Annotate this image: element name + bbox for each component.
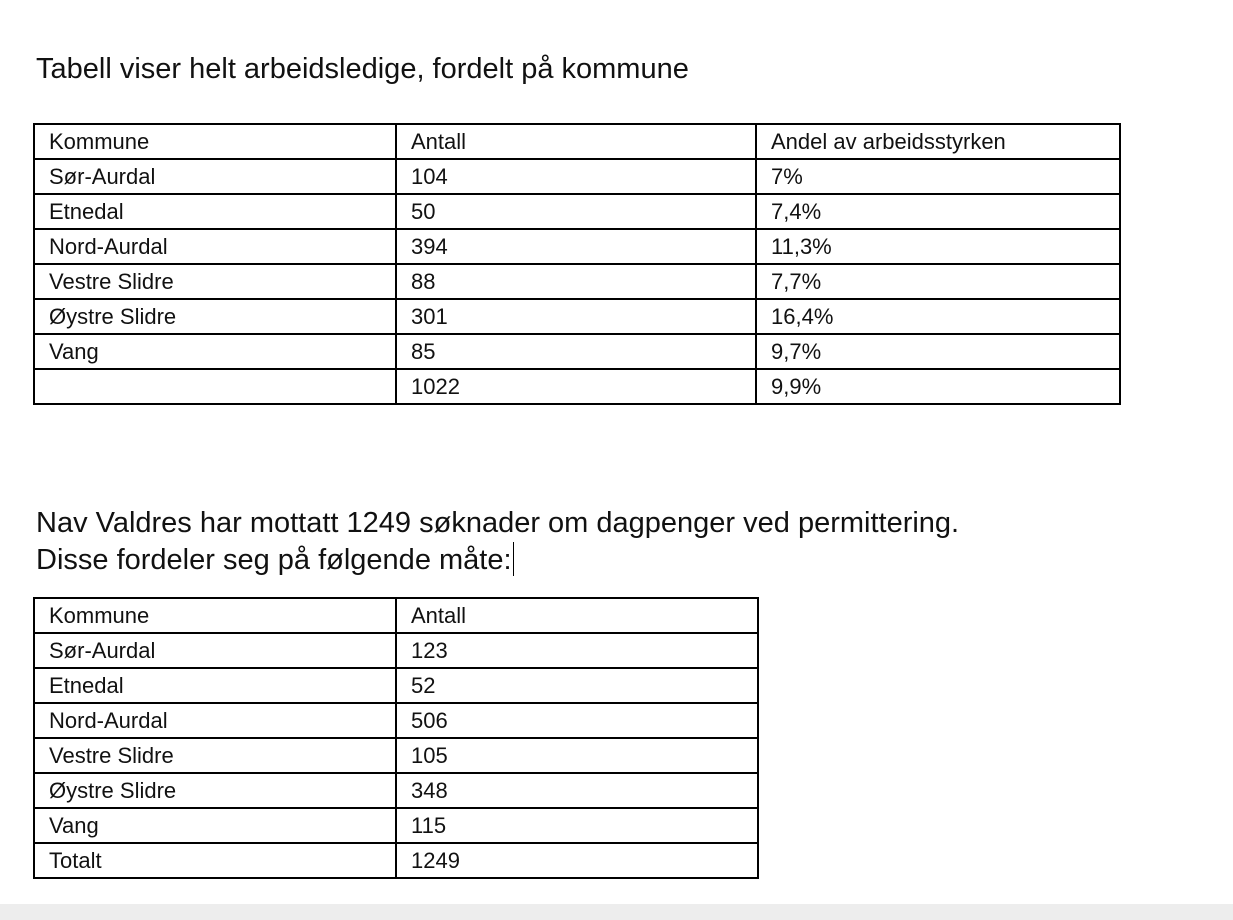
- table-cell[interactable]: 7,4%: [756, 194, 1120, 229]
- paragraph-line-1[interactable]: Nav Valdres har mottatt 1249 søknader om dagpenger ved permittering.: [36, 507, 960, 539]
- table-cell[interactable]: 115: [396, 808, 758, 843]
- table-header-row: [34, 124, 1120, 159]
- header-cell-kommune[interactable]: Kommune: [34, 124, 396, 159]
- table-cell[interactable]: 506: [396, 703, 758, 738]
- table-cell[interactable]: 50: [396, 194, 756, 229]
- table-header-row: [34, 598, 758, 633]
- table-cell[interactable]: Sør-Aurdal: [34, 159, 396, 194]
- table-row: [34, 334, 1120, 369]
- table-cell[interactable]: 85: [396, 334, 756, 369]
- table-row: [34, 808, 758, 843]
- table-cell[interactable]: Etnedal: [34, 668, 396, 703]
- paragraph-line-2[interactable]: [36, 542, 959, 579]
- table-cell[interactable]: 104: [396, 159, 756, 194]
- page-bottom-edge: [0, 904, 1233, 920]
- table-cell[interactable]: 7,7%: [756, 264, 1120, 299]
- table-cell[interactable]: Øystre Slidre: [34, 299, 396, 334]
- table-cell[interactable]: Nord-Aurdal: [34, 703, 396, 738]
- dagpenger-paragraph[interactable]: [36, 505, 959, 579]
- table-row: [34, 264, 1120, 299]
- table-row: [34, 703, 758, 738]
- table-cell[interactable]: 394: [396, 229, 756, 264]
- table-cell[interactable]: Vang: [34, 808, 396, 843]
- table-row: [34, 668, 758, 703]
- dagpenger-table[interactable]: [33, 597, 759, 879]
- unemployment-table[interactable]: [33, 123, 1121, 405]
- table-cell[interactable]: 9,9%: [756, 369, 1120, 404]
- table1-heading[interactable]: Tabell viser helt arbeidsledige, fordelt på kommune: [36, 53, 689, 85]
- table-row: [34, 159, 1120, 194]
- table-row: [34, 633, 758, 668]
- table-row: [34, 299, 1120, 334]
- table-cell[interactable]: Etnedal: [34, 194, 396, 229]
- table-cell[interactable]: Totalt: [34, 843, 396, 878]
- table-cell[interactable]: Vang: [34, 334, 396, 369]
- table-cell[interactable]: Sør-Aurdal: [34, 633, 396, 668]
- table-row: [34, 773, 758, 808]
- header-cell-antall[interactable]: Antall: [396, 598, 758, 633]
- table-cell[interactable]: 16,4%: [756, 299, 1120, 334]
- table-row: [34, 229, 1120, 264]
- table-cell[interactable]: [34, 369, 396, 404]
- table-cell[interactable]: 1249: [396, 843, 758, 878]
- table-cell[interactable]: 11,3%: [756, 229, 1120, 264]
- table-cell[interactable]: 301: [396, 299, 756, 334]
- table-cell[interactable]: Vestre Slidre: [34, 738, 396, 773]
- header-cell-andel[interactable]: Andel av arbeidsstyrken: [756, 124, 1120, 159]
- table-cell[interactable]: 88: [396, 264, 756, 299]
- table-cell[interactable]: Vestre Slidre: [34, 264, 396, 299]
- table-cell[interactable]: 1022: [396, 369, 756, 404]
- paragraph-line-2-text[interactable]: Disse fordeler seg på følgende måte:: [36, 544, 512, 576]
- header-cell-antall[interactable]: Antall: [396, 124, 756, 159]
- table-cell[interactable]: Nord-Aurdal: [34, 229, 396, 264]
- table-row: [34, 194, 1120, 229]
- table-total-row: [34, 843, 758, 878]
- text-cursor: [513, 542, 514, 576]
- table-total-row: [34, 369, 1120, 404]
- table-cell[interactable]: 105: [396, 738, 758, 773]
- table-cell[interactable]: 123: [396, 633, 758, 668]
- table-cell[interactable]: 348: [396, 773, 758, 808]
- header-cell-kommune[interactable]: Kommune: [34, 598, 396, 633]
- table-cell[interactable]: 9,7%: [756, 334, 1120, 369]
- table-cell[interactable]: 7%: [756, 159, 1120, 194]
- table-cell[interactable]: Øystre Slidre: [34, 773, 396, 808]
- table-row: [34, 738, 758, 773]
- table-cell[interactable]: 52: [396, 668, 758, 703]
